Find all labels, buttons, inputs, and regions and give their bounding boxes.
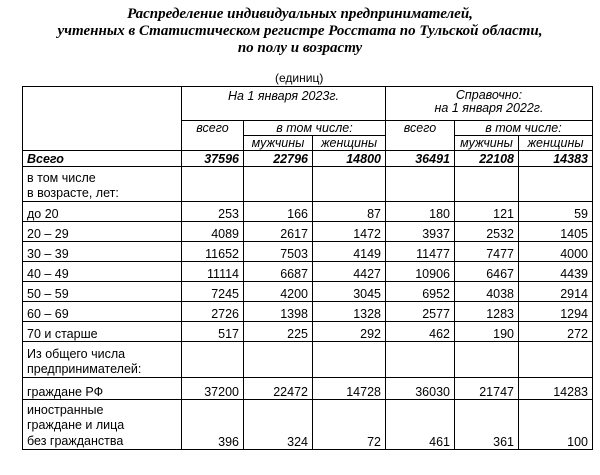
header-women-2023: женщины	[313, 136, 386, 151]
header-total-2022: всего	[386, 121, 455, 151]
row-label: 70 и старше	[23, 322, 182, 342]
cell-value: 225	[244, 322, 313, 342]
empty-cell	[244, 167, 313, 202]
row-label: Всего	[23, 151, 182, 167]
table-row	[23, 262, 593, 282]
cell-value: 4200	[244, 282, 313, 302]
row-label	[23, 400, 182, 450]
cell-value: 37200	[182, 378, 244, 400]
header-period-2022	[386, 87, 593, 121]
table-row	[23, 322, 593, 342]
cell-value: 1283	[455, 302, 519, 322]
cell-value: 462	[386, 322, 455, 342]
row-label: граждане РФ	[23, 378, 182, 400]
cell-value: 4000	[519, 242, 593, 262]
cell-value: 4439	[519, 262, 593, 282]
title-line-1: Распределение индивидуальных предпринимателей,	[127, 6, 473, 22]
cell-value: 6687	[244, 262, 313, 282]
header-women-2022: женщины	[519, 136, 593, 151]
cell-value: 253	[182, 202, 244, 222]
row-label: до 20	[23, 202, 182, 222]
cell-value: 2726	[182, 302, 244, 322]
cell-value: 22796	[244, 151, 313, 167]
empty-cell	[455, 342, 519, 378]
table-row	[23, 222, 593, 242]
table-row	[23, 400, 593, 450]
row-label: 40 – 49	[23, 262, 182, 282]
table-row-total	[23, 151, 593, 167]
cell-value: 7245	[182, 282, 244, 302]
empty-cell	[386, 167, 455, 202]
row-label-line1: Из общего числа	[27, 347, 126, 361]
row-label-line2: в возрасте, лет:	[27, 186, 119, 200]
empty-cell	[244, 342, 313, 378]
cell-value: 7503	[244, 242, 313, 262]
cell-value: 36030	[386, 378, 455, 400]
cell-value: 180	[386, 202, 455, 222]
table-row	[23, 202, 593, 222]
cell-value: 2532	[455, 222, 519, 242]
cell-value: 517	[182, 322, 244, 342]
header-incl-2022: в том числе:	[455, 121, 593, 136]
row-label-line1: иностранные	[27, 402, 104, 417]
cell-value: 11652	[182, 242, 244, 262]
cell-value: 4038	[455, 282, 519, 302]
row-label	[23, 342, 182, 378]
cell-value: 4149	[313, 242, 386, 262]
empty-cell	[313, 167, 386, 202]
cell-value: 7477	[455, 242, 519, 262]
table-title	[0, 6, 600, 57]
empty-cell	[519, 342, 593, 378]
statistics-table	[22, 86, 593, 450]
table-row-subtotal-heading	[23, 342, 593, 378]
cell-value: 121	[455, 202, 519, 222]
cell-value: 6952	[386, 282, 455, 302]
cell-value: 2617	[244, 222, 313, 242]
cell-value: 22108	[455, 151, 519, 167]
header-period-2023: На 1 января 2023г.	[182, 87, 386, 121]
header-period-2022-line2: на 1 января 2022г.	[434, 101, 544, 115]
cell-value: 1398	[244, 302, 313, 322]
header-total-2023: всего	[182, 121, 244, 151]
cell-value: 461	[386, 400, 455, 450]
cell-value: 4089	[182, 222, 244, 242]
header-row-periods	[23, 87, 593, 121]
title-line-2: учтенных в Статистическом регистре Росстата по Тульской области,	[57, 23, 543, 39]
cell-value: 14283	[519, 378, 593, 400]
cell-value: 324	[244, 400, 313, 450]
cell-value: 21747	[455, 378, 519, 400]
row-label: 20 – 29	[23, 222, 182, 242]
row-label	[23, 167, 182, 202]
row-label-line2: предпринимателей:	[27, 362, 142, 376]
cell-value: 361	[455, 400, 519, 450]
cell-value: 1405	[519, 222, 593, 242]
header-incl-2023: в том числе:	[244, 121, 386, 136]
cell-value: 1294	[519, 302, 593, 322]
table-row	[23, 242, 593, 262]
empty-cell	[519, 167, 593, 202]
cell-value: 37596	[182, 151, 244, 167]
cell-value: 6467	[455, 262, 519, 282]
header-corner	[23, 87, 182, 151]
cell-value: 1328	[313, 302, 386, 322]
cell-value: 87	[313, 202, 386, 222]
cell-value: 14728	[313, 378, 386, 400]
cell-value: 292	[313, 322, 386, 342]
cell-value: 166	[244, 202, 313, 222]
cell-value: 1472	[313, 222, 386, 242]
cell-value: 2577	[386, 302, 455, 322]
table-row-age-heading	[23, 167, 593, 202]
cell-value: 36491	[386, 151, 455, 167]
empty-cell	[455, 167, 519, 202]
cell-value: 2914	[519, 282, 593, 302]
row-label: 50 – 59	[23, 282, 182, 302]
empty-cell	[386, 342, 455, 378]
header-men-2022: мужчины	[455, 136, 519, 151]
empty-cell	[313, 342, 386, 378]
cell-value: 22472	[244, 378, 313, 400]
cell-value: 3937	[386, 222, 455, 242]
cell-value: 3045	[313, 282, 386, 302]
cell-value: 14800	[313, 151, 386, 167]
row-label-line1: в том числе	[27, 171, 96, 185]
empty-cell	[182, 167, 244, 202]
title-line-3: по полу и возрасту	[237, 40, 363, 56]
cell-value: 272	[519, 322, 593, 342]
row-label: 30 – 39	[23, 242, 182, 262]
table-row	[23, 282, 593, 302]
table-row	[23, 378, 593, 400]
cell-value: 190	[455, 322, 519, 342]
cell-value: 396	[182, 400, 244, 450]
cell-value: 59	[519, 202, 593, 222]
row-label-line3: без гражданства	[27, 433, 124, 448]
cell-value: 14383	[519, 151, 593, 167]
row-label: 60 – 69	[23, 302, 182, 322]
cell-value: 72	[313, 400, 386, 450]
header-period-2022-line1: Справочно:	[455, 88, 523, 102]
row-label-line2: граждане и лица	[27, 418, 125, 432]
cell-value: 10906	[386, 262, 455, 282]
cell-value: 11477	[386, 242, 455, 262]
empty-cell	[182, 342, 244, 378]
header-men-2023: мужчины	[244, 136, 313, 151]
units-label: (единиц)	[275, 71, 324, 85]
table-row	[23, 302, 593, 322]
cell-value: 4427	[313, 262, 386, 282]
cell-value: 100	[519, 400, 593, 450]
cell-value: 11114	[182, 262, 244, 282]
